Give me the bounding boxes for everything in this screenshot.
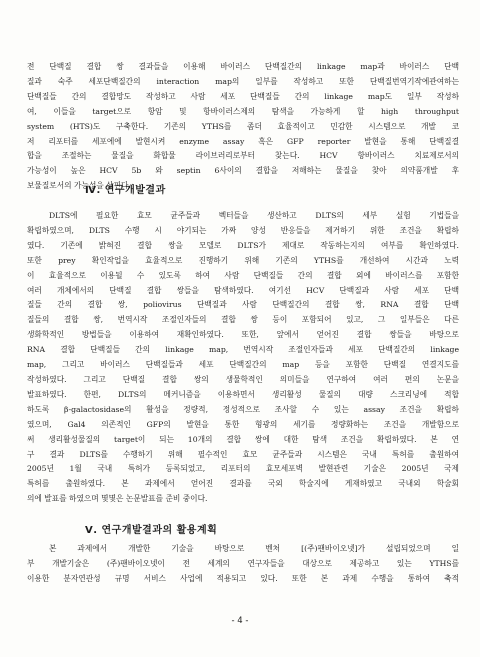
text-line: RNA 결합 단백질들 간의 linkage map, 번역시작 조절인자들과 세포 단백질간의 linkage: [27, 345, 459, 355]
section-heading-utilization: Ⅴ. 연구개발결과의 활용계획: [85, 525, 218, 536]
text-line: 작성하였다. 그리고 단백질 결합 쌍의 생물학적인 의미들을 연구하여 여러 편의 논문을: [27, 374, 459, 384]
text-line: 가능성이 높은 HCV 5b 와 septin 6사이의 결합을 저해하는 물질을 찾아 의약품개발 후: [27, 166, 459, 176]
text-line: 질들의 결합 쌍, 번역시작 조절인자들의 결합 쌍 등이 포함되어 있고, 그 일부들은 다른: [27, 315, 459, 325]
text-line: 하도록 β-galactosidase의 활성을 정량적, 정성적으로 조사할 수 있는 assay 조건을 확립하: [27, 404, 459, 414]
text-line: 저 리포터를 세포에에 발현시켜 enzyme assay 혹은 GFP reporter 발현을 통해 단백질결: [27, 136, 459, 146]
text-line: 구 결과 DLTS를 수행하기 위해 필수적인 효모 균주들과 시스템은 국내 특허를 출원하여: [27, 449, 459, 459]
text-line: 생화학적인 방법들을 이용하여 재확인하였다. 또한, 앞에서 얻어진 결합 쌍들을 바탕으로: [27, 330, 459, 340]
text-line: 특허를 출원하였다. 본 과제에서 얻어진 결과를 국외 학술지에 게재하였고 국내외 학술회: [27, 479, 459, 489]
text-line: 전 단백질 결합 쌍 결과들을 이용해 바이러스 단백질간의 linkage map과 바이러스 단백: [27, 62, 459, 71]
section-heading-results: Ⅳ. 연구개발결과: [85, 185, 166, 196]
page-number: - 4 -: [231, 616, 249, 626]
text-line: 2005년 1월 국내 특허가 등록되었고, 리포터의 효모세포벽 발현관련 기술은 2005년 국제: [27, 464, 459, 474]
text-line: 질과 숙주 세포단백질간의 interaction map의 일부를 작성하고 또한 단백질번역기작에관여하는: [27, 76, 459, 86]
utilization-paragraph: [27, 542, 459, 587]
text-line: 단백질들 간의 결합망도 작성하고 사람 세포 단백질들 간의 linkage map도 일부 작성하: [27, 91, 459, 101]
text-line: 이용한 분자연관성 규명 서비스 사업에 적용되고 있다. 또한 본 과제 수행을 통하여 축적: [27, 573, 459, 583]
results-paragraph: [27, 209, 459, 507]
text-line: 합을 조절하는 물질을 화합물 라이브러리로부터 찾는다. HCV 항바이러스 치료제로서의: [27, 151, 459, 161]
text-line: 였으며, Gal4 의존적인 GFP의 발현을 통한 형광의 세기를 정량화하는 조건을 개발함으로: [27, 419, 459, 429]
text-line: 써 생리활성물질의 target이 되는 10개의 결합 쌍에 대한 탐색 조건을 확립하였다. 본 연: [27, 434, 459, 444]
text-line: 부 개발기술은 (주)팬바이오넷이 전 세계의 연구자들을 대상으로 제공하고 있는 YTHS를: [27, 558, 459, 568]
text-line: 또한 prey 확인작업을 효율적으로 진행하기 위해 기존의 YTHS를 개선하여 시간과 노력: [27, 255, 459, 265]
text-line: 여, 이들을 target으로 항암 및 항바이러스제의 탐색을 가능하게 할 high throughput: [27, 106, 459, 116]
text-line: DLTS에 필요한 효모 균주들과 벡터들을 생산하고 DLTS의 세부 실험 기법들을: [49, 211, 459, 220]
text-line: 질들 간의 결합 쌍, poliovirus 단백질과 사람 단백질간의 결합 쌍, RNA 결합 단백: [27, 300, 459, 310]
text-line: 보물질로서의 가능성을 살핀다.: [27, 181, 131, 191]
text-line: 여러 개체에서의 단백질 결합 쌍들을 탐색하였다. 여기선 HCV 단백질과 사람 세포 단백: [27, 285, 459, 295]
text-line: map, 그리고 바이러스 단백질들과 세포 단백질간의 map 등을 포함한 단백질 연결지도를: [27, 360, 459, 370]
text-line: system (HTS)도 구축한다. 기존의 YTHS를 좀더 효율적이고 민감한 시스템으로 개발 코: [27, 121, 459, 131]
text-line: 의에 발표를 하였으며 몇몇은 논문발표를 준비 중이다.: [27, 494, 208, 504]
text-line: 였다. 기존에 밝혀진 결합 쌍을 모델로 DLTS가 제대로 작동하는지의 여부를 확인하였다.: [27, 240, 459, 250]
text-line: 본 과제에서 개발한 기술을 바탕으로 벤처 [(주)팬바이오넷]가 설립되었으며 일: [49, 544, 459, 553]
text-line: 발표하였다. 한편, DLTS의 메커니즘을 이용하면서 생리활성 물질의 대량 스크리닝에 적합: [27, 389, 459, 399]
text-line: 이 효율적으로 이용될 수 있도록 하여 사람 단백질들 간의 결합 외에 바이러스를 포함한: [27, 270, 459, 280]
intro-paragraph: [27, 60, 459, 194]
text-line: 확립하였으며, DLTS 수행 시 야기되는 가짜 양성 반응들을 제거하기 위한 조건을 확립하: [27, 225, 459, 235]
